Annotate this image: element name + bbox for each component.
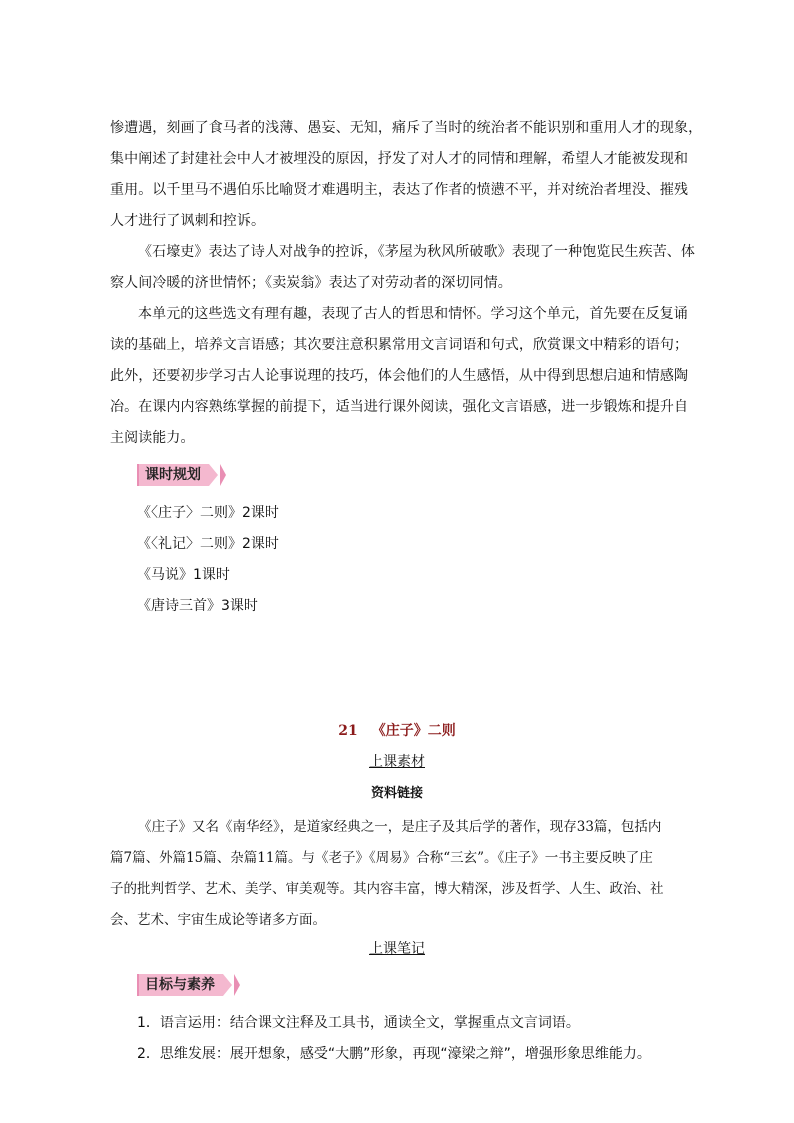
goal-item: 2．思维发展：展开想象，感受“大鹏”形象，再现“濠梁之辩”，增强形象思维能力。 <box>137 1046 651 1062</box>
text-line: 惨遭遇，刻画了食马者的浅薄、愚妄、无知，痛斥了当时的统治者不能识别和重用人才的现象， <box>110 120 703 136</box>
notes-heading: 上课笔记 <box>369 941 425 957</box>
schedule-item: 《〈礼记〉二则》2课时 <box>137 536 279 552</box>
text-line: 子的批判哲学、艺术、美学、审美观等。其内容丰富，博大精深，涉及哲学、人生、政治、社 <box>110 881 664 897</box>
text-line: 读的基础上，培养文言语感；其次要注意积累常用文言词语和句式，欣赏课文中精彩的语句； <box>110 337 689 353</box>
text-line: 《庄子》又名《南华经》，是道家经典之一，是庄子及其后学的著作，现存33篇，包括内 <box>138 819 662 835</box>
lesson-title <box>0 720 794 740</box>
tag-arrow-icon <box>234 974 240 996</box>
intro-paragraph <box>110 113 703 237</box>
material-heading: 上课素材 <box>369 754 425 770</box>
schedule-tag-label: 课时规划 <box>137 464 209 486</box>
material-paragraph <box>110 812 690 936</box>
text-line: 冶。在课内内容熟练掌握的前提下，适当进行课外阅读，强化文言语感，进一步锻炼和提升自 <box>110 399 689 415</box>
tag-arrow-icon <box>220 464 226 486</box>
text-line: 本单元的这些选文有理有趣，表现了古人的哲思和情怀。学习这个单元，首先要在反复诵 <box>138 306 688 322</box>
text-line: 重用。以千里马不遇伯乐比喻贤才难遇明主，表达了作者的愤懑不平，并对统治者埋没、摧残 <box>110 182 689 198</box>
poems-paragraph <box>110 237 695 299</box>
schedule-item: 《马说》1课时 <box>137 567 230 583</box>
text-line: 人才进行了讽刺和控诉。 <box>110 213 266 229</box>
text-line: 察人间冷暖的济世情怀；《卖炭翁》表达了对劳动者的深切同情。 <box>110 275 512 291</box>
material-subheading: 资料链接 <box>370 786 423 801</box>
schedule-item: 《〈庄子〉二则》2课时 <box>137 505 279 521</box>
text-line: 集中阐述了封建社会中人才被埋没的原因，抒发了对人才的同情和理解，希望人才能被发现和 <box>110 151 689 167</box>
lesson-number: 21 <box>338 723 358 739</box>
schedule-item: 《唐诗三首》3课时 <box>137 598 258 614</box>
text-line: 篇7篇、外篇15篇、杂篇11篇。与《老子》《周易》合称“三玄”。《庄子》一书主要反映了庄 <box>110 850 653 866</box>
text-line: 《石壕吏》表达了诗人对战争的控诉，《茅屋为秋风所破歌》表现了一种饱览民生疾苦、体 <box>138 244 695 260</box>
unit-paragraph <box>110 299 690 454</box>
text-line: 主阅读能力。 <box>110 430 195 446</box>
goal-item: 1．语言运用：结合课文注释及工具书，通读全文，掌握重点文言词语。 <box>137 1015 580 1031</box>
goals-tag <box>137 974 240 996</box>
schedule-tag <box>137 464 226 486</box>
goals-tag-label: 目标与素养 <box>137 974 223 996</box>
tag-arrow-icon <box>223 974 232 996</box>
text-line: 此外，还要初步学习古人论事说理的技巧，体会他们的人生感悟，从中得到思想启迪和情感陶 <box>110 368 689 384</box>
text-line: 会、艺术、宇宙生成论等诸多方面。 <box>110 912 326 928</box>
tag-arrow-icon <box>209 464 218 486</box>
lesson-title-text: 《庄子》二则 <box>371 723 456 739</box>
